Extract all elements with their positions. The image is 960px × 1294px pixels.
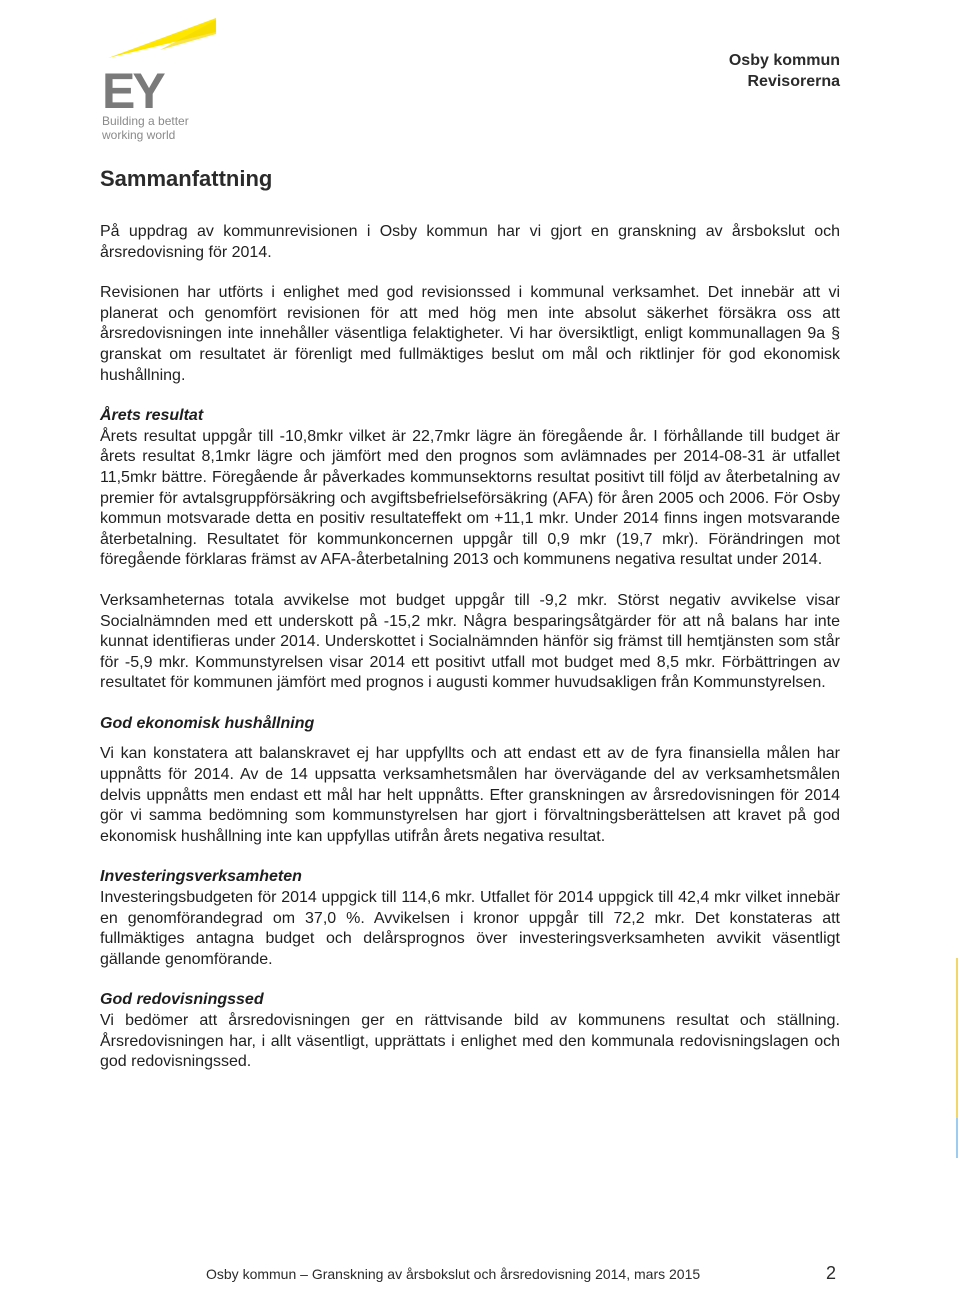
section-heading-arets-resultat: Årets resultat (100, 407, 204, 425)
section-heading-investeringsverksamheten: Investeringsverksamheten (100, 868, 302, 886)
page-number: 2 (826, 1263, 837, 1283)
god-redovisningssed-paragraph: Vi bedömer att årsredovisningen ger en rättvisande bild av kommunens resultat och ställning. Årsredovisningen har, i allt väsentligt, upprättats i enlighet med den kommunala redovisningslagen och god redovisningssed. (100, 1012, 840, 1071)
investeringsverksamheten-paragraph: Investeringsbudgeten för 2014 uppgick till 114,6 mkr. Utfallet för 2014 uppgick till 42,4 mkr vilket innebär en genomförandegrad om 37,0 %. Avvikelsen i kronor uppgår till 72,2 mkr. Det konstateras att fullmäktiges antagna budget och delårsprognos över investeringsverksamheten avvikit väsentligt gällande genomförande. (100, 889, 840, 968)
ey-logo (100, 14, 220, 144)
intro-paragraph-2: Revisionen har utförts i enlighet med god revisionssed i kommunal verksamhet. Det innebär att vi planerat och genomfört revisionen för att med hög men inte absolut säkerhet försäkra oss att årsredovisningen inte innehåller väsentliga felaktigheter. Vi har översiktligt, enligt kommunallagen 9a § granskat om resultatet är förenligt med fullmäktiges beslut om mål och riktlinjer för god ekonomisk hushållning. (100, 284, 840, 384)
god-ekonomisk-hushallning-paragraph: Vi kan konstatera att balanskravet ej har uppfyllts och att endast ett av de fyra finansiella målen har uppnåtts för 2014. Av de 14 uppsatta verksamhetsmålen har övervägande del av verksamhetsmålen delvis uppnåtts men endast ett mål har helt uppnåtts. Efter granskningen av årsredovisningen för 2014 gör vi samma bedömning som kommunstyrelsen har gjort i förvaltningsberättelsen att kravet på god ekonomisk hushållning inte kan uppfyllas utifrån årets negativa resultat. (100, 745, 840, 845)
ey-tagline-line2: working world (102, 128, 176, 142)
page-title: Sammanfattning (100, 166, 273, 191)
arets-resultat-paragraph-1: Årets resultat uppgår till -10,8mkr vilket är 22,7mkr lägre än föregående år. I förhållande till budget är årets resultat 8,1mkr lägre och jämfört med den prognos som avlämnades per 2014-08-31 är utfallet 11,5mkr bättre. Föregående år påverkades kommunsektorns resultat positivt till följd av återbetalning av premier för avtalsgruppförsäkring och avgiftsbefrielseförsäkring (AFA) för åren 2005 och 2006. För Osby kommun motsvarade detta en positiv resultateffekt om +11,1 mkr. Under 2014 finns ingen motsvarande återbetalning. Resultatet för kommunkoncernen uppgår till 0,9 mkr (19,7 mkr). Förändringen mot föregående förklaras främst av AFA-återbetalning 2013 och kommunens negativa resultat under 2014. (100, 427, 840, 569)
scan-edge-mark-blue (956, 1118, 958, 1158)
scan-edge-mark-yellow (956, 958, 958, 1118)
org-department: Revisorerna (747, 73, 840, 90)
section-heading-god-redovisningssed: God redovisningssed (100, 991, 264, 1009)
organization-header (729, 50, 840, 92)
section-heading-god-ekonomisk-hushallning: God ekonomisk hushållning (100, 714, 315, 732)
ey-tagline (102, 114, 232, 142)
ey-logo-mark (100, 14, 220, 114)
org-name: Osby kommun (728, 52, 840, 69)
page-footer: Osby kommun – Granskning av årsbokslut och årsredovisning 2014, mars 2015 (206, 1266, 701, 1282)
ey-tagline-line1: Building a better (102, 114, 189, 128)
svg-text:EY: EY (102, 63, 163, 114)
document-body (100, 222, 840, 1073)
arets-resultat-paragraph-2: Verksamheternas totala avvikelse mot budget uppgår till -9,2 mkr. Störst negativ avvikelse visar Socialnämnden med ett underskott på -15,2 mkr. Några besparingsåtgärder för att nå balans har inte kunnat identifieras under 2014. Underskottet i Socialnämnden hänför sig främst till hemtjänsten som står för -5,9 mkr. Kommunstyrelsen visar 2014 ett positivt utfall mot budget med 8,5 mkr. Förbättringen av resultatet för kommunen jämfört med prognos i augusti kommer huvudsakligen från Kommunstyrelsen. (100, 591, 840, 692)
intro-paragraph-1: På uppdrag av kommunrevisionen i Osby kommun har vi gjort en granskning av årsbokslut och årsredovisning för 2014. (100, 223, 840, 261)
